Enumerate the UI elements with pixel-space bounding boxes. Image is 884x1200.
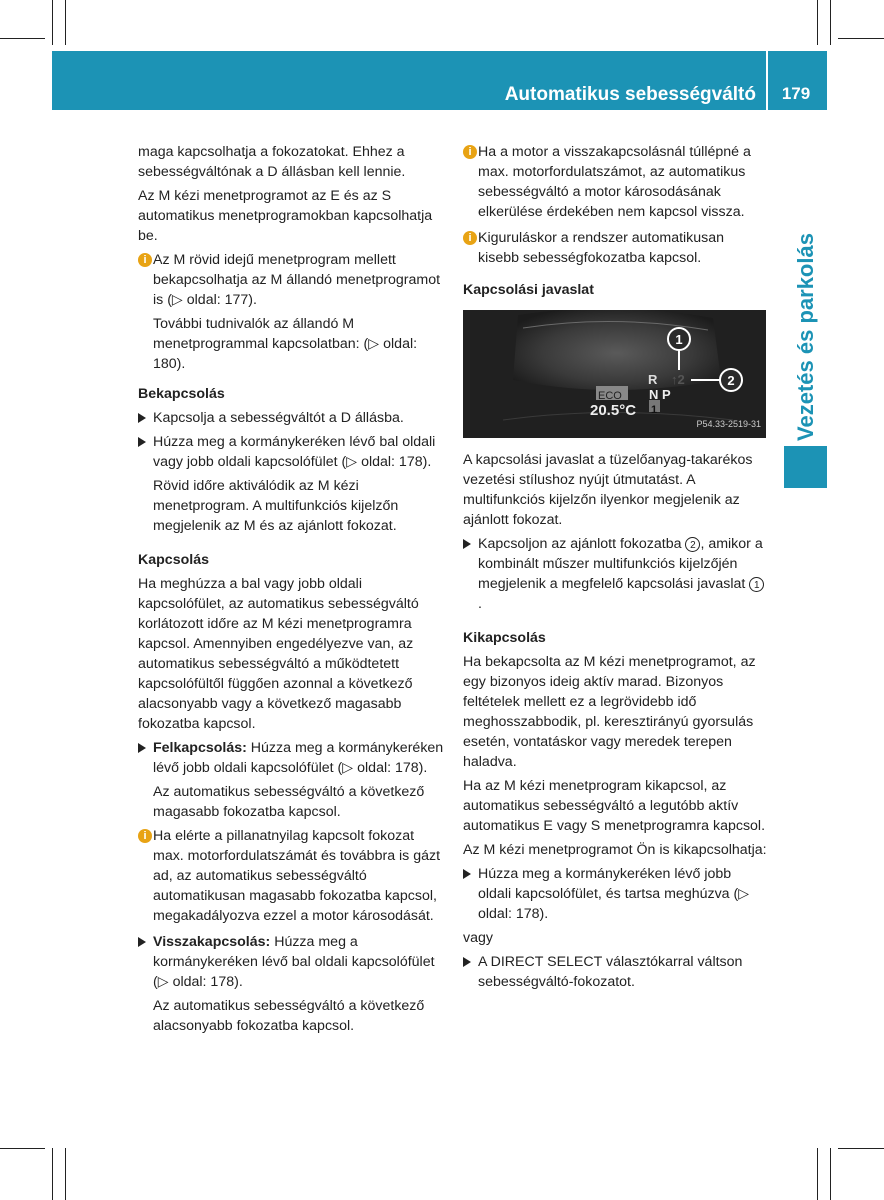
bullet-item <box>138 432 444 472</box>
right-column <box>463 142 768 996</box>
arrow-bullet-icon <box>463 869 471 879</box>
paragraph: maga kapcsolhatja a fokozatokat. Ehhez a sebességváltónak a D állásban kell lennie. <box>138 144 406 180</box>
crop-mark <box>0 1148 45 1149</box>
paragraph: Ha az M kézi menetprogram kikapcsol, az automatikus sebességváltó a legutóbb aktív automatikus E vagy S menetprogramra kapcsol. <box>463 778 766 834</box>
info-icon: i <box>463 145 477 159</box>
crop-mark <box>52 0 53 45</box>
bullet-item <box>463 864 768 924</box>
paragraph: Ha meghúzza a bal vagy jobb oldali kapcsolófület, az automatikus sebességváltó korlátozott időre az M kézi menetprogramra kapcsol. Amennyiben engedélyezve van, az automatikus sebességváltó a működtetett kapcsolófültől függően azonnal a következő alacsonyabb vagy a következő magasabb fokozatba kapcsol. <box>138 576 419 732</box>
left-column <box>138 142 444 1040</box>
info-note <box>138 826 444 926</box>
gear-r: R <box>648 372 658 387</box>
paragraph: Az automatikus sebességváltó a következő magasabb fokozatba kapcsol. <box>153 784 425 820</box>
info-icon: i <box>138 829 152 843</box>
bullet-text: Kapcsoljon az ajánlott fokozatba <box>478 536 686 552</box>
bullet-bold: Visszakapcsolás: <box>153 934 271 950</box>
heading-kapcsolas: Kapcsolás <box>138 552 209 568</box>
bullet-text: Húzza meg a kormánykeréken lévő jobb oldali kapcsolófület, és tartsa meghúzva (▷ oldal: 178). <box>478 866 750 922</box>
callout-2-label: 2 <box>727 373 735 388</box>
paragraph: Az M kézi menetprogramot az E és az S automatikus menetprogramokban kapcsolhatja be. <box>138 188 433 244</box>
heading-kikapcsolas: Kikapcsolás <box>463 630 546 646</box>
arrow-bullet-icon <box>138 413 146 423</box>
info-text: Ha a motor a visszakapcsolásnál túllépné a max. motorfordulatszámot, az automatikus sebességváltó a motor károsodásának elkerülése érdekében nem kapcsol vissza. <box>478 144 751 220</box>
info-text: Az M rövid idejű menetprogram mellett bekapcsolhatja az M állandó menetprogramot is (▷ oldal: 177). <box>153 252 441 308</box>
crop-mark <box>65 1148 66 1200</box>
bullet-text: Húzza meg a kormánykeréken lévő bal oldali vagy jobb oldali kapcsolófület (▷ oldal: 178). <box>153 434 436 470</box>
bullet-text: . <box>478 596 482 612</box>
info-text: Kiguruláskor a rendszer automatikusan kisebb sebességfokozatba kapcsol. <box>478 230 725 266</box>
paragraph: Az automatikus sebességváltó a következő alacsonyabb fokozatba kapcsol. <box>153 998 425 1034</box>
page-number: 179 <box>781 84 811 103</box>
crop-mark <box>838 1148 884 1149</box>
bullet-text: Húzza meg a kormánykeréken lévő jobb oldali kapcsolófület (▷ oldal: 178). <box>153 740 444 776</box>
info-note <box>463 228 768 268</box>
info-icon: i <box>463 231 477 245</box>
crop-mark <box>52 1148 53 1200</box>
arrow-bullet-icon <box>138 937 146 947</box>
bullet-text: A DIRECT SELECT választókarral váltson sebességváltó-fokozatot. <box>478 954 743 990</box>
arrow-bullet-icon <box>463 957 471 967</box>
crop-mark <box>830 1148 831 1200</box>
paragraph: vagy <box>463 930 493 946</box>
crop-mark <box>65 0 66 45</box>
info-note <box>138 250 444 310</box>
heading-kapcsolasi-javaslat: Kapcsolási javaslat <box>463 282 594 298</box>
figure-reference: P54.33-2519-31 <box>696 419 761 429</box>
bullet-bold: Felkapcsolás: <box>153 740 247 756</box>
callout-1-label: 1 <box>675 332 683 347</box>
side-tab-marker <box>784 446 827 488</box>
side-tab <box>784 232 827 442</box>
bullet-item <box>463 952 768 992</box>
crop-mark <box>838 38 884 39</box>
arrow-bullet-icon <box>138 437 146 447</box>
arrow-bullet-icon <box>138 743 146 753</box>
heading-bekapcsolas: Bekapcsolás <box>138 386 225 402</box>
crop-mark <box>830 0 831 45</box>
side-tab-label: Vezetés és parkolás <box>792 233 818 441</box>
paragraph: Az M kézi menetprogramot Ön is kikapcsolhatja: <box>463 842 767 858</box>
paragraph: A kapcsolási javaslat a tüzelőanyag-takarékos vezetési stílushoz nyújt útmutatást. A multifunkciós kijelzőn ilyenkor megjelenik az ajánlott fokozat. <box>463 452 753 528</box>
temperature: 20.5°C <box>590 402 637 419</box>
arrow-bullet-icon <box>463 539 471 549</box>
gear-1: 1 <box>651 404 658 416</box>
instrument-display-figure <box>463 310 766 438</box>
paragraph: Rövid időre aktiválódik az M kézi menetprogram. A multifunkciós kijelzőn megjelenik az M és az ajánlott fokozat. <box>153 478 399 534</box>
paragraph: További tudnivalók az állandó M menetprogrammal kapcsolatban: (▷ oldal: 180). <box>153 316 418 372</box>
bullet-text: , amikor a kombinált műszer multifunkciós kijelzőjén megjelenik a megfelelő kapcsolási javaslat <box>478 536 763 592</box>
bullet-item <box>138 932 444 992</box>
info-note <box>463 142 768 222</box>
bullet-item <box>463 534 768 614</box>
section-title: Automatikus sebességváltó <box>504 84 756 105</box>
crop-mark <box>817 1148 818 1200</box>
bullet-text: Kapcsolja a sebességváltót a D állásba. <box>153 410 404 426</box>
info-text: Ha elérte a pillanatnyilag kapcsolt fokozat max. motorfordulatszámát és továbbra is gázt ad, az automatikus sebességváltó automatikusan magasabb fokozatba kapcsol, megakadályozva ezzel a motor károsodását. <box>153 828 441 924</box>
info-icon: i <box>138 253 152 267</box>
crop-mark <box>817 0 818 45</box>
eco-badge: ECO <box>598 390 622 402</box>
header-divider <box>766 51 768 110</box>
bullet-text: Húzza meg a kormánykeréken lévő bal oldali kapcsolófület (▷ oldal: 178). <box>153 934 435 990</box>
bullet-item <box>138 408 444 428</box>
gear-suggest: ↑2 <box>671 372 685 387</box>
bullet-item <box>138 738 444 778</box>
callout-ref-1: 1 <box>749 577 764 592</box>
paragraph: Ha bekapcsolta az M kézi menetprogramot, az egy bizonyos ideig aktív marad. Bizonyos feltételek mellett ez a legrövidebb idő meghosszabbodik, pl. keresztirányú gyorsulás esetén, vontatáskor vagy meredek terepen haladva. <box>463 654 756 770</box>
gear-np: N P <box>649 387 671 402</box>
callout-ref-2: 2 <box>685 537 700 552</box>
crop-mark <box>0 38 45 39</box>
